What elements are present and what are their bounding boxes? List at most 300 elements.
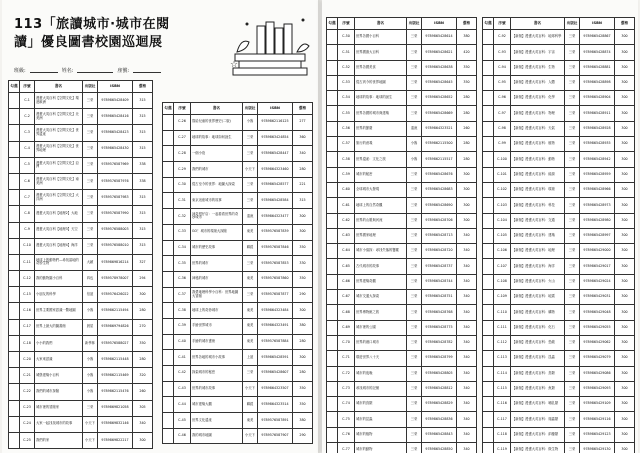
price-cell: 380 [293, 413, 313, 429]
pick-checkbox[interactable] [327, 75, 338, 90]
pick-checkbox[interactable] [9, 141, 20, 157]
pick-checkbox[interactable] [163, 366, 174, 382]
pick-checkbox[interactable] [327, 60, 338, 75]
pick-checkbox[interactable] [483, 75, 494, 90]
pick-checkbox[interactable] [327, 182, 338, 197]
isbn-cell: 9789869821058 [98, 400, 133, 416]
price-cell: 300 [615, 259, 635, 274]
seq-cell: C-77 [338, 443, 355, 453]
pick-checkbox[interactable] [483, 228, 494, 243]
table-row [163, 162, 313, 178]
price-cell: 340 [457, 412, 477, 427]
pick-checkbox[interactable] [163, 193, 174, 209]
table-row [9, 368, 153, 384]
isbn-cell: 9789865429093 [580, 381, 615, 396]
price-cell: 280 [457, 106, 477, 121]
table-row [483, 121, 635, 136]
title-cell: 【新版】漫畫大英百科：植物 [511, 137, 565, 152]
price-cell: 300 [615, 106, 635, 121]
title-cell: 【新版】漫畫大英百科：哺乳類 [511, 397, 565, 412]
title-cell: 【新版】漫畫大英百科：科技 [511, 198, 565, 213]
isbn-cell: 9789865428409 [98, 93, 133, 109]
pick-checkbox[interactable] [483, 60, 494, 75]
pick-checkbox[interactable] [163, 381, 174, 397]
pick-checkbox[interactable] [483, 244, 494, 259]
pick-checkbox[interactable] [163, 146, 174, 162]
pick-checkbox[interactable] [9, 335, 20, 351]
pick-checkbox[interactable] [483, 290, 494, 305]
pick-checkbox[interactable] [9, 319, 20, 335]
title-column-header: 書名 [511, 18, 565, 30]
isbn-cell: 9789862115517 [422, 152, 457, 167]
pick-checkbox[interactable] [163, 287, 174, 303]
pick-checkbox[interactable] [163, 177, 174, 193]
price-cell: 300 [615, 335, 635, 350]
title-cell: 我的動物園小百科 [35, 271, 83, 287]
pick-checkbox[interactable] [327, 213, 338, 228]
pick-checkbox[interactable] [327, 30, 338, 45]
isbn-cell: 9789865428850 [422, 443, 457, 453]
isbn-cell: 9789865428928 [580, 121, 615, 136]
table-row [163, 413, 313, 429]
seq-cell: C-102 [494, 182, 511, 197]
pick-checkbox[interactable] [327, 427, 338, 442]
seq-cell: C-108 [494, 274, 511, 289]
table-row [9, 416, 153, 432]
pick-checkbox[interactable] [163, 209, 174, 225]
pick-checkbox[interactable] [483, 106, 494, 121]
pick-checkbox[interactable] [327, 381, 338, 396]
right-page [322, 0, 638, 453]
pick-checkbox[interactable] [327, 290, 338, 305]
publisher-cell: 小魯 [407, 152, 422, 167]
publisher-cell: 遠流 [407, 121, 422, 136]
pick-checkbox[interactable] [483, 137, 494, 152]
price-cell: 350 [457, 75, 477, 90]
table-row [483, 335, 635, 350]
left-page [2, 0, 318, 453]
publisher-cell: 聯經 [243, 397, 258, 413]
pick-checkbox[interactable] [483, 167, 494, 182]
isbn-cell: 9789862115500 [422, 137, 457, 152]
publisher-cell: 小天下 [83, 416, 98, 432]
pick-checkbox[interactable] [327, 366, 338, 381]
class-field[interactable] [30, 67, 58, 73]
isbn-cell: 9789865428768 [422, 305, 457, 320]
publisher-cell: 三采 [407, 443, 422, 453]
pick-checkbox[interactable] [483, 427, 494, 442]
table-row [483, 60, 635, 75]
pick-checkbox[interactable] [9, 271, 20, 287]
price-cell: 280 [293, 334, 313, 350]
price-cell: 340 [457, 228, 477, 243]
pick-checkbox[interactable] [9, 157, 20, 173]
seq-cell: C-104 [494, 213, 511, 228]
pick-checkbox[interactable] [483, 351, 494, 366]
seq-cell: C-10 [20, 238, 35, 254]
price-cell: 340 [293, 146, 313, 162]
name-field[interactable] [77, 67, 113, 73]
form-fields [14, 67, 161, 74]
publisher-cell: 東美 [243, 271, 258, 287]
price-cell: 315 [133, 206, 153, 222]
pick-checkbox[interactable] [163, 130, 174, 146]
seq-cell: C-100 [494, 152, 511, 167]
pick-checkbox[interactable] [163, 271, 174, 287]
price-cell: 360 [293, 130, 313, 146]
pick-checkbox[interactable] [327, 305, 338, 320]
seq-cell: C-70 [338, 335, 355, 350]
isbn-cell: 9789865428812 [422, 381, 457, 396]
pick-checkbox[interactable] [327, 228, 338, 243]
pick-checkbox[interactable] [9, 287, 20, 303]
seq-cell: C-27 [174, 130, 191, 146]
seq-cell: C-69 [338, 320, 355, 335]
table-row [327, 167, 477, 182]
title-cell: 世界的城市故事 [191, 381, 243, 397]
pick-checkbox[interactable] [483, 198, 494, 213]
seq-cell: C-105 [494, 228, 511, 243]
isbn-cell: 9789865429062 [580, 335, 615, 350]
pick-checkbox[interactable] [163, 318, 174, 334]
publisher-cell: 三采 [83, 93, 98, 109]
isbn-cell: 9789576588027 [98, 335, 133, 351]
pick-checkbox[interactable] [327, 152, 338, 167]
pick-checkbox[interactable] [9, 125, 20, 141]
pick-checkbox[interactable] [327, 274, 338, 289]
publisher-cell: 小魯 [83, 352, 98, 368]
pick-checkbox[interactable] [327, 351, 338, 366]
publisher-cell: 大穎 [83, 254, 98, 270]
title-cell: 小朋友的科學 [35, 287, 83, 303]
pick-checkbox[interactable] [9, 206, 20, 222]
pick-checkbox[interactable] [483, 366, 494, 381]
table-row [9, 271, 153, 287]
pick-checkbox[interactable] [483, 335, 494, 350]
isbn-cell: 9789576587907 [258, 428, 293, 444]
price-cell: 277 [293, 115, 313, 131]
isbn-cell: 9789865429017 [580, 259, 615, 274]
price-cell: 320 [133, 368, 153, 384]
title-cell: 城市交通大探索 [355, 290, 407, 305]
pick-checkbox[interactable] [163, 162, 174, 178]
table-row [327, 244, 477, 259]
seq-cell: C-116 [494, 397, 511, 412]
pick-checkbox[interactable] [9, 368, 20, 384]
book-table-2 [162, 102, 313, 444]
publisher-cell: 三采 [407, 45, 422, 60]
pick-checkbox[interactable] [163, 428, 174, 444]
seq-cell: C-65 [338, 259, 355, 274]
pick-checkbox[interactable] [327, 397, 338, 412]
seq-cell: C-74 [338, 397, 355, 412]
publisher-cell: 三采 [243, 146, 258, 162]
pick-checkbox[interactable] [483, 381, 494, 396]
title-cell: 【新版】漫畫大英百科：天氣 [511, 121, 565, 136]
pick-checkbox[interactable] [483, 121, 494, 136]
price-cell: 280 [457, 152, 477, 167]
table-row [163, 303, 313, 319]
price-cell: 315 [293, 193, 313, 209]
price-cell: 338 [133, 157, 153, 173]
title-cell: 漫畫大英百科【空間文化】環遊歐洲 [35, 93, 83, 109]
seq-column-header: 序號 [338, 18, 355, 30]
pick-column-header: 勾選 [327, 18, 338, 30]
pick-checkbox[interactable] [163, 334, 174, 350]
title-cell: 探索城市的秘密 [191, 366, 243, 382]
price-cell: 221 [293, 177, 313, 193]
price-cell: 290 [293, 287, 313, 303]
seq-cell: C-110 [494, 305, 511, 320]
pick-checkbox[interactable] [483, 182, 494, 197]
price-cell: 420 [457, 45, 477, 60]
publisher-cell: 三采 [407, 274, 422, 289]
isbn-cell: 9789865428706 [422, 213, 457, 228]
pick-checkbox[interactable] [9, 173, 20, 189]
pick-checkbox[interactable] [9, 238, 20, 254]
seq-cell: C-16 [20, 303, 35, 319]
pick-checkbox[interactable] [327, 45, 338, 60]
seq-cell: C-119 [494, 443, 511, 453]
price-cell: 315 [133, 93, 153, 109]
price-cell: 350 [457, 60, 477, 75]
title-cell: 【新版】漫畫大英百科：化學 [511, 91, 565, 106]
title-cell: 城市裡的冒險家 [35, 400, 83, 416]
seq-cell: C-50 [338, 30, 355, 45]
isbn-cell: 9789865428867 [580, 30, 615, 45]
publisher-cell: 三采 [243, 193, 258, 209]
seq-cell: C-101 [494, 167, 511, 182]
title-cell: 【新版】漫畫大英百科：恐龍 [511, 335, 565, 350]
isbn-cell: 9789865429079 [580, 351, 615, 366]
table-row [163, 397, 313, 413]
table-row [327, 290, 477, 305]
pick-checkbox[interactable] [9, 416, 20, 432]
title-cell: 城市裡的公園 [355, 320, 407, 335]
table-row [483, 106, 635, 121]
price-cell: 350 [293, 271, 313, 287]
publisher-cell: 三采 [407, 60, 422, 75]
pick-checkbox[interactable] [483, 152, 494, 167]
price-cell: 300 [615, 152, 635, 167]
seq-cell: C-20 [20, 352, 35, 368]
pick-checkbox[interactable] [483, 412, 494, 427]
seq-cell: C-17 [20, 319, 35, 335]
isbn-cell: 9789865428676 [422, 167, 457, 182]
title-cell: 【新版】漫畫大英百科：地震 [511, 290, 565, 305]
pick-checkbox[interactable] [9, 222, 20, 238]
table-row [163, 256, 313, 272]
seq-cell: C-56 [338, 121, 355, 136]
table-row [163, 115, 313, 131]
pick-checkbox[interactable] [9, 400, 20, 416]
isbn-cell: 9789865428737 [422, 259, 457, 274]
publisher-cell: 三采 [243, 177, 258, 193]
book-table-1 [8, 80, 153, 449]
title-cell: 我們的家 [35, 432, 83, 448]
pick-checkbox[interactable] [163, 397, 174, 413]
pick-checkbox[interactable] [483, 305, 494, 320]
pick-checkbox[interactable] [9, 352, 20, 368]
publisher-cell: 東美 [243, 224, 258, 240]
table-row [327, 75, 477, 90]
title-cell: 環遊世界八十天 [355, 351, 407, 366]
pick-checkbox[interactable] [163, 303, 174, 319]
seq-cell: C-109 [494, 290, 511, 305]
pick-checkbox[interactable] [9, 109, 20, 125]
table-row [9, 238, 153, 254]
pick-checkbox[interactable] [327, 320, 338, 335]
table-row [483, 381, 635, 396]
price-cell: 300 [615, 366, 635, 381]
isbn-cell: 9789865428720 [422, 244, 457, 259]
pick-checkbox[interactable] [483, 443, 494, 453]
isbn-cell: 9789865428935 [580, 137, 615, 152]
table-row [9, 287, 153, 303]
pick-checkbox[interactable] [9, 303, 20, 319]
publisher-cell: 小天下 [243, 381, 258, 397]
pick-checkbox[interactable] [163, 256, 174, 272]
pick-column-header: 勾選 [163, 103, 174, 115]
pick-checkbox[interactable] [327, 335, 338, 350]
pick-checkbox[interactable] [483, 91, 494, 106]
publisher-cell: 三采 [565, 305, 580, 320]
title-cell: 【新版】漫畫大英百科：交通 [511, 213, 565, 228]
title-cell: 城堡建築小百科 [35, 368, 83, 384]
pick-checkbox[interactable] [9, 384, 20, 400]
title-cell: 城市小偵探：尋找失落的寶藏 [355, 244, 407, 259]
isbn-cell: 9789865428713 [422, 228, 457, 243]
publisher-cell: 三采 [565, 60, 580, 75]
publisher-cell: 三采 [407, 182, 422, 197]
pick-checkbox[interactable] [327, 244, 338, 259]
title-cell: 城市的鳥類 [355, 397, 407, 412]
book-table-3 [326, 17, 477, 453]
pick-checkbox[interactable] [9, 432, 20, 448]
title-cell: 【新版】漫畫大英百科：環境 [511, 182, 565, 197]
price-cell: 300 [133, 432, 153, 448]
seq-cell: C-36 [174, 271, 191, 287]
price-cell: 280 [457, 91, 477, 106]
table-row [163, 193, 313, 209]
pick-checkbox[interactable] [483, 259, 494, 274]
publisher-cell: 三采 [407, 30, 422, 45]
pick-checkbox[interactable] [327, 106, 338, 121]
pick-checkbox[interactable] [483, 274, 494, 289]
pick-checkbox[interactable] [327, 198, 338, 213]
title-cell: 地球上的動物們—尋找當地的奇妙生物 [35, 254, 83, 270]
pick-checkbox[interactable] [163, 413, 174, 429]
pick-checkbox[interactable] [327, 259, 338, 274]
pick-checkbox[interactable] [327, 412, 338, 427]
pick-checkbox[interactable] [327, 91, 338, 106]
title-line-1: 113「旅讀城市·城市在閱 [14, 17, 170, 32]
price-cell: 300 [615, 290, 635, 305]
seq-cell: C-4 [20, 141, 35, 157]
price-cell: 300 [615, 305, 635, 320]
table-row [9, 432, 153, 448]
isbn-cell: 9789864323477 [258, 209, 293, 225]
pick-checkbox[interactable] [163, 240, 174, 256]
table-row [9, 109, 153, 125]
table-row [9, 319, 153, 335]
seq-cell: C-33 [174, 224, 191, 240]
seq-cell: C-2 [20, 109, 35, 125]
price-cell: 350 [133, 335, 153, 351]
isbn-cell: 9789865428577 [258, 177, 293, 193]
isbn-cell: 9789864323507 [258, 381, 293, 397]
pick-checkbox[interactable] [163, 115, 174, 131]
seq-cell: C-5 [20, 157, 35, 173]
price-cell: 315 [133, 238, 153, 254]
pick-checkbox[interactable] [327, 121, 338, 136]
price-cell: 300 [615, 427, 635, 442]
title-cell: 【新版】漫畫大英百科：地理 [511, 244, 565, 259]
pick-checkbox[interactable] [483, 30, 494, 45]
pick-checkbox[interactable] [9, 190, 20, 206]
title-cell: 城市的植物 [355, 427, 407, 442]
isbn-cell: 9789864323521 [422, 121, 457, 136]
isbn-cell: 9789865429031 [580, 290, 615, 305]
pick-checkbox[interactable] [9, 254, 20, 270]
publisher-cell: 三采 [407, 412, 422, 427]
publisher-cell: 小魯 [83, 303, 98, 319]
seq-cell: C-73 [338, 381, 355, 396]
publisher-cell: 三采 [565, 244, 580, 259]
pick-checkbox[interactable] [327, 443, 338, 453]
price-cell: 300 [615, 381, 635, 396]
isbn-cell: 9789869822217 [98, 432, 133, 448]
price-cell: 300 [615, 228, 635, 243]
publisher-cell: 小天下 [83, 432, 98, 448]
seq-cell: C-46 [174, 428, 191, 444]
seq-cell: C-8 [20, 206, 35, 222]
table-row [327, 152, 477, 167]
pick-checkbox[interactable] [163, 350, 174, 366]
publisher-cell: 三采 [243, 287, 258, 303]
publisher-column-header: 出版社 [407, 18, 422, 30]
pick-checkbox[interactable] [327, 137, 338, 152]
table-row [483, 443, 635, 453]
publisher-cell: 東美 [243, 318, 258, 334]
title-cell: 城市建築大觀 [191, 397, 243, 413]
isbn-cell: 9789578978007 [98, 271, 133, 287]
pick-checkbox[interactable] [483, 45, 494, 60]
table-row [163, 350, 313, 366]
pick-checkbox[interactable] [163, 224, 174, 240]
title-cell: 全球城市大發現 [355, 182, 407, 197]
seq-cell: C-52 [338, 60, 355, 75]
title-cell: GO！城市的環境大探險 [191, 224, 243, 240]
pick-checkbox[interactable] [9, 93, 20, 109]
seq-column-header: 序號 [494, 18, 511, 30]
seat-field[interactable] [133, 67, 161, 73]
pick-checkbox[interactable] [483, 397, 494, 412]
title-cell: 地球的故事：地球如何誕生 [191, 130, 243, 146]
pick-checkbox[interactable] [327, 167, 338, 182]
isbn-cell: 9789865428997 [580, 228, 615, 243]
pick-checkbox[interactable] [483, 320, 494, 335]
price-cell: 300 [615, 274, 635, 289]
table-row [9, 157, 153, 173]
seq-cell: C-106 [494, 244, 511, 259]
pick-checkbox[interactable] [483, 213, 494, 228]
seq-cell: C-99 [494, 137, 511, 152]
table-row [483, 351, 635, 366]
table-row [163, 428, 313, 444]
table-row [483, 412, 635, 427]
isbn-cell: 9789865428980 [580, 213, 615, 228]
